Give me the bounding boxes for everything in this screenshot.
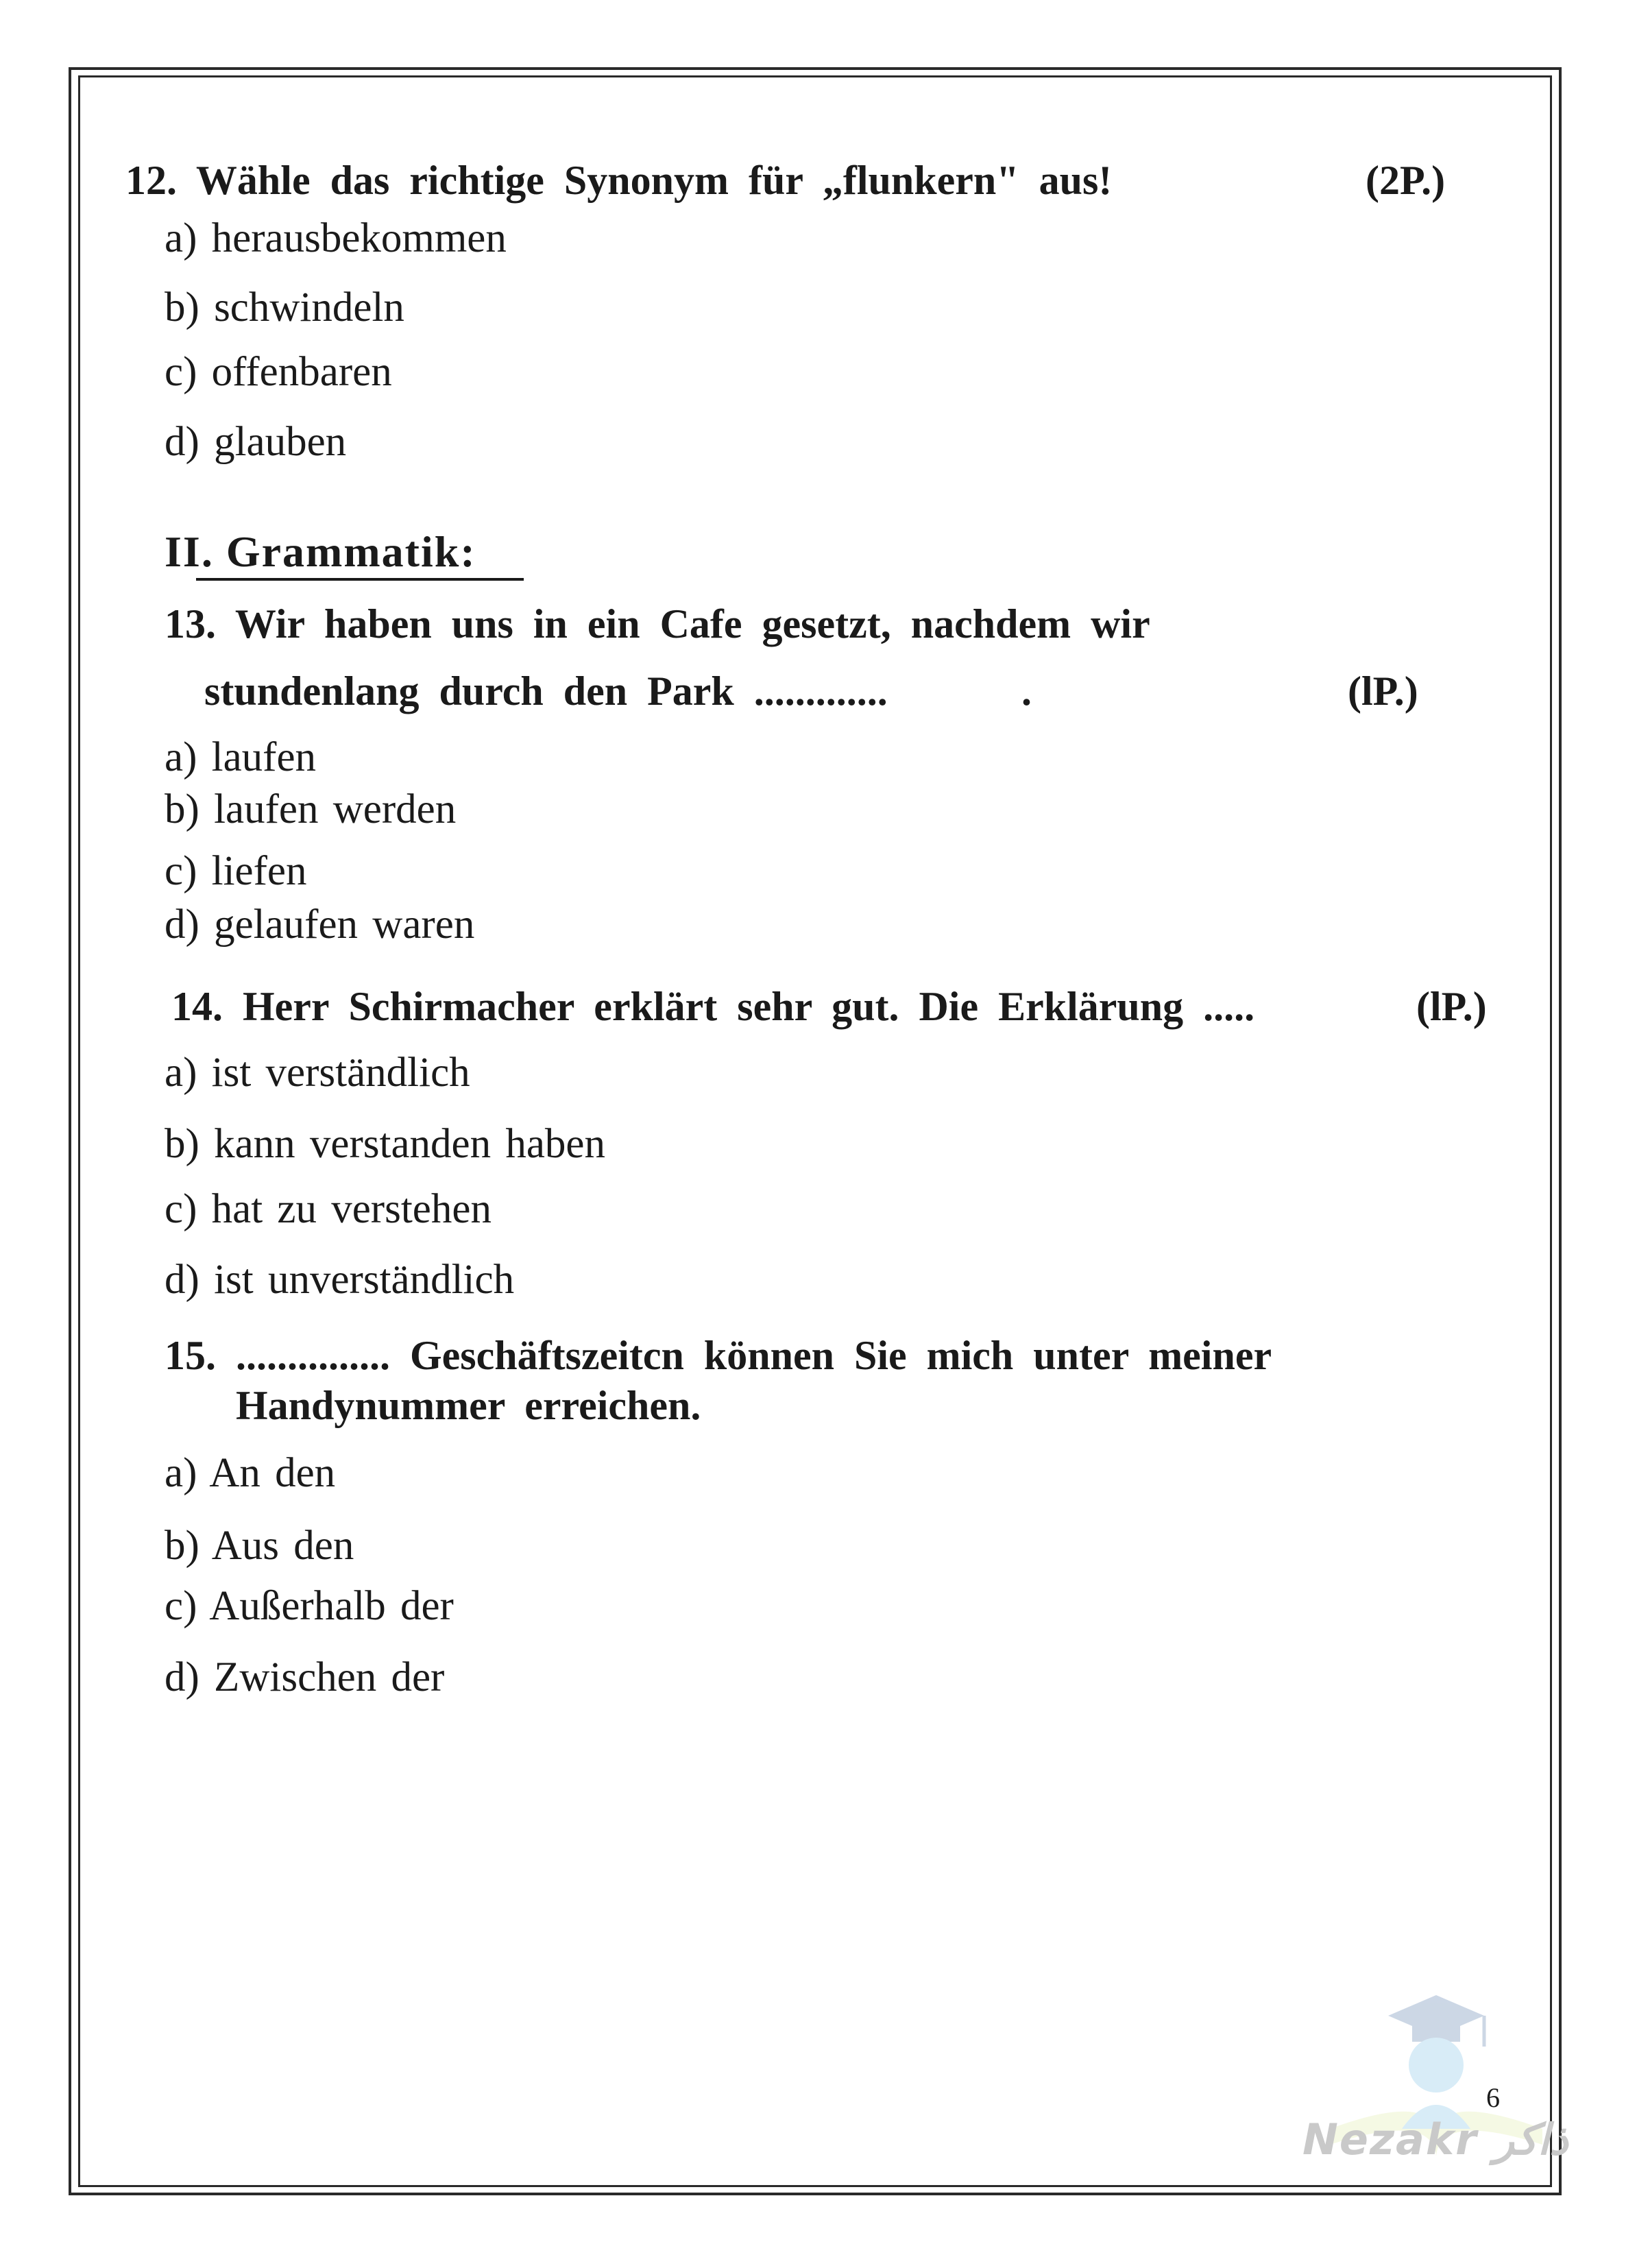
q12-option-b: b) schwindeln — [165, 285, 404, 330]
q13-points: (lP.) — [1348, 668, 1418, 714]
q14-question: 14. Herr Schirmacher erklärt sehr gut. Die Erklärung ..... — [171, 984, 1255, 1029]
page-number: 6 — [1486, 2082, 1500, 2113]
q13-option-b: b) laufen werden — [165, 786, 457, 832]
q12-question: 12. Wähle das richtige Synonym für „flunkern" aus! — [125, 158, 1113, 203]
q15-question-line1: 15. ............... Geschäftszeitcn können Sie mich unter meiner — [165, 1333, 1272, 1378]
q13-question-line2: stundenlang durch den Park ............. — [204, 668, 888, 714]
q12-option-a: a) herausbekommen — [165, 215, 507, 261]
q12-option-d: d) glauben — [165, 419, 347, 465]
q12-option-c: c) offenbaren — [165, 349, 392, 395]
q14-option-c: c) hat zu verstehen — [165, 1186, 492, 1232]
q14-option-b: b) kann verstanden haben — [165, 1121, 606, 1167]
q13-question-line1: 13. Wir haben uns in ein Cafe gesetzt, nachdem wir — [165, 601, 1150, 647]
q15-option-a: a) An den — [165, 1450, 336, 1496]
q13-option-a: a) laufen — [165, 734, 317, 780]
watermark-text: Nezakr ذاكر — [1302, 2114, 1568, 2164]
q15-option-b: b) Aus den — [165, 1523, 354, 1569]
q14-points: (lP.) — [1416, 984, 1487, 1029]
student-head-icon — [1409, 2038, 1464, 2092]
q12-points: (2P.) — [1366, 158, 1446, 203]
q13-option-d: d) gelaufen waren — [165, 902, 475, 948]
q15-question-line2: Handynummer erreichen. — [236, 1383, 701, 1428]
section-heading-underline — [196, 578, 524, 581]
q14-option-d: d) ist unverständlich — [165, 1257, 515, 1303]
q15-option-c: c) Außerhalb der — [165, 1583, 454, 1629]
q13-stray-dot: . — [1021, 668, 1032, 714]
section-heading-grammatik: II. Grammatik: — [165, 527, 476, 576]
q13-option-c: c) liefen — [165, 848, 307, 894]
q14-option-a: a) ist verständlich — [165, 1050, 470, 1096]
q15-option-d: d) Zwischen der — [165, 1654, 445, 1700]
